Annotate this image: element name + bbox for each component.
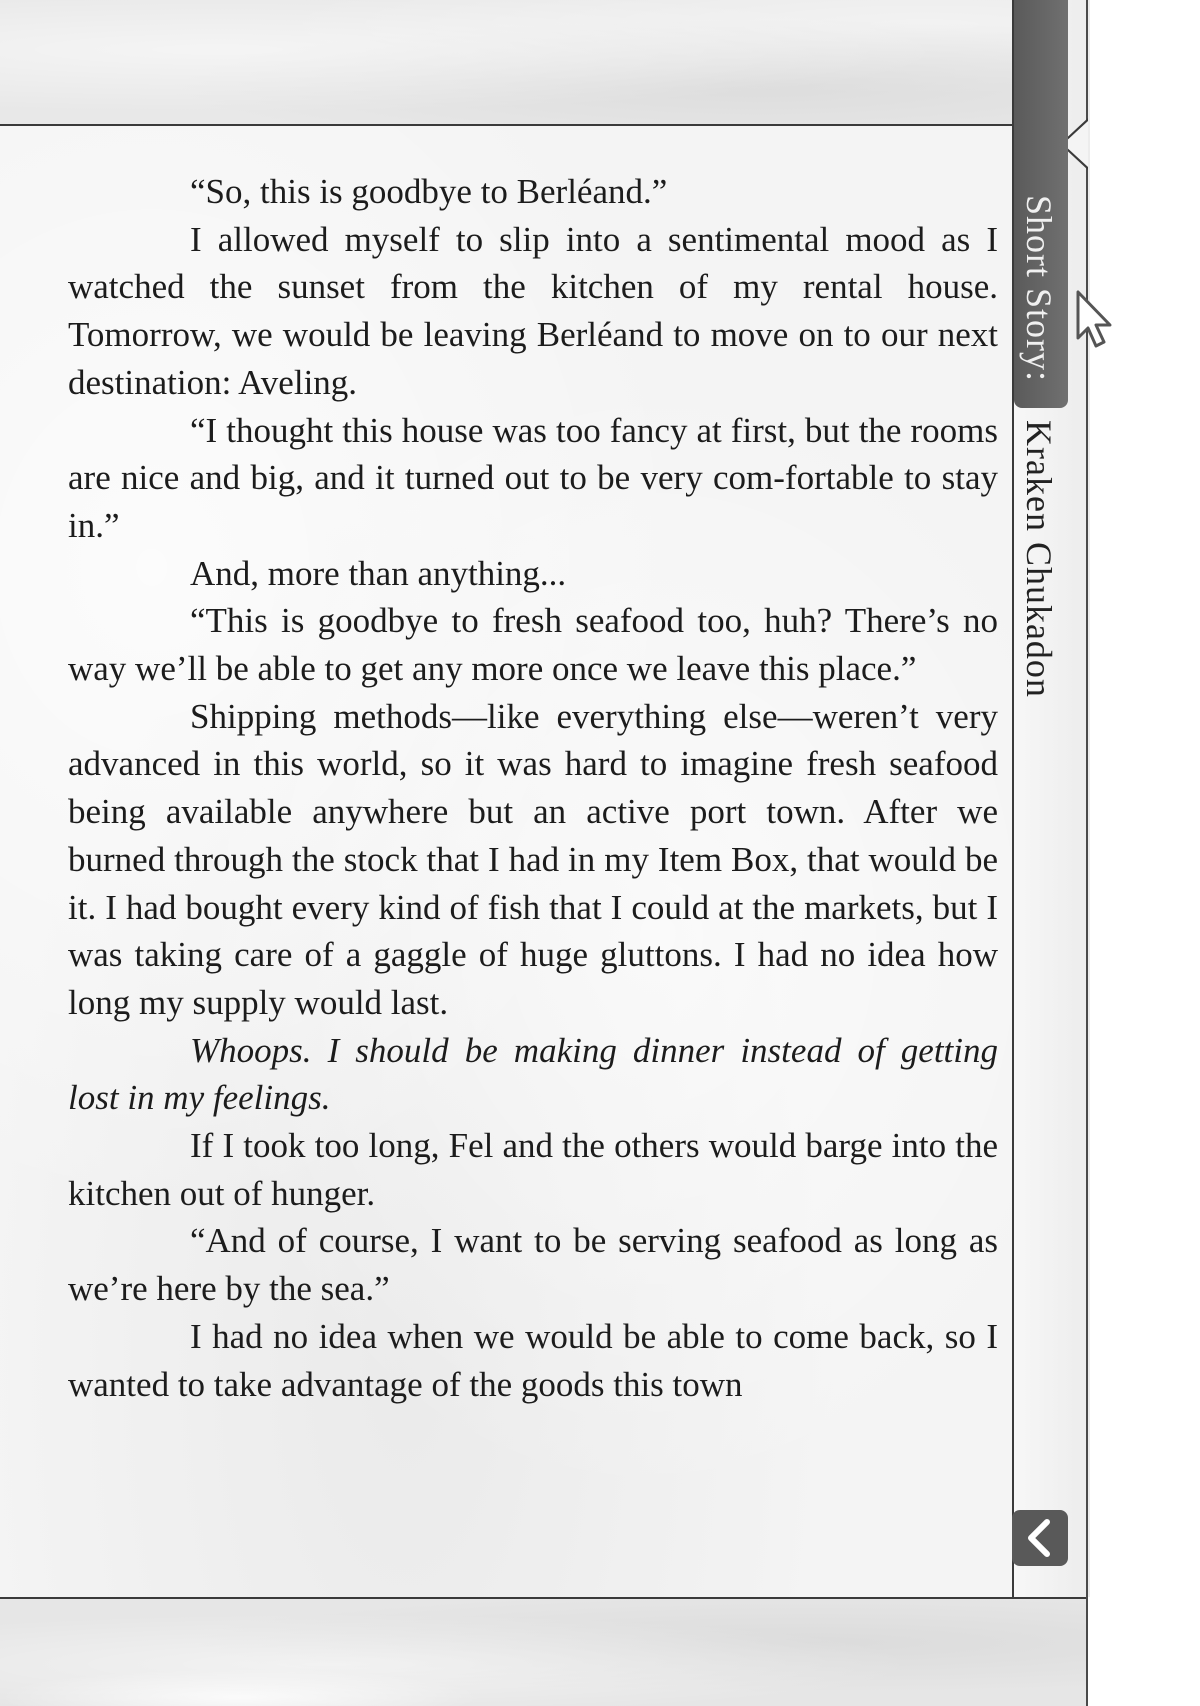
header-band xyxy=(0,0,1088,126)
chevron-left-icon xyxy=(1023,1518,1057,1558)
chapter-tab-label: Short Story: xyxy=(1019,195,1059,383)
paragraph: “So, this is goodbye to Berléand.” xyxy=(190,172,668,211)
paragraph: “This is goodbye to fresh seafood too, huh? There’s no way we’ll be able to get any more once we leave this place.” xyxy=(68,601,998,689)
paragraph: I allowed myself to slip into a sentimental mood as I watched the sunset from the kitchen of my rental house. Tomorrow, we would be leaving Berléand to move on to our next destination: Aveling. xyxy=(68,219,998,402)
paragraph: And, more than anything... xyxy=(190,553,567,593)
story-text xyxy=(68,168,998,1408)
footer-band xyxy=(0,1597,1088,1706)
paragraph: If I took too long, Fel and the others would barge into the kitchen out of hunger. xyxy=(68,1126,998,1213)
paragraph: I had no idea when we would be able to come back, so I wanted to take advantage of the goods this town xyxy=(68,1316,998,1404)
page-edge-divider xyxy=(1086,0,1088,1706)
inner-thought: Whoops. I should be making dinner instead of getting lost in my feelings. xyxy=(68,1030,998,1118)
paragraph: “I thought this house was too fancy at first, but the rooms are nice and big, and it turned out to be very com-fortable to stay in.” xyxy=(68,410,998,545)
paragraph-italic xyxy=(68,1027,998,1122)
paragraph: Shipping methods—like everything else—weren’t very advanced in this world, so it was hard to imagine fresh seafood being available anywhere but an active port town. After we burned through the stock that I had in my Item Box, that would be it. I had bought every kind of fish that I could at the markets, but I was taking care of a gaggle of huge gluttons. I had no idea how long my supply would last. xyxy=(68,696,998,1022)
chapter-title: Kraken Chukadon xyxy=(1019,420,1059,698)
pointer-cursor-icon xyxy=(1074,288,1114,352)
paragraph: “And of course, I want to be serving seafood as long as we’re here by the sea.” xyxy=(68,1221,998,1309)
back-button[interactable] xyxy=(1012,1510,1068,1566)
